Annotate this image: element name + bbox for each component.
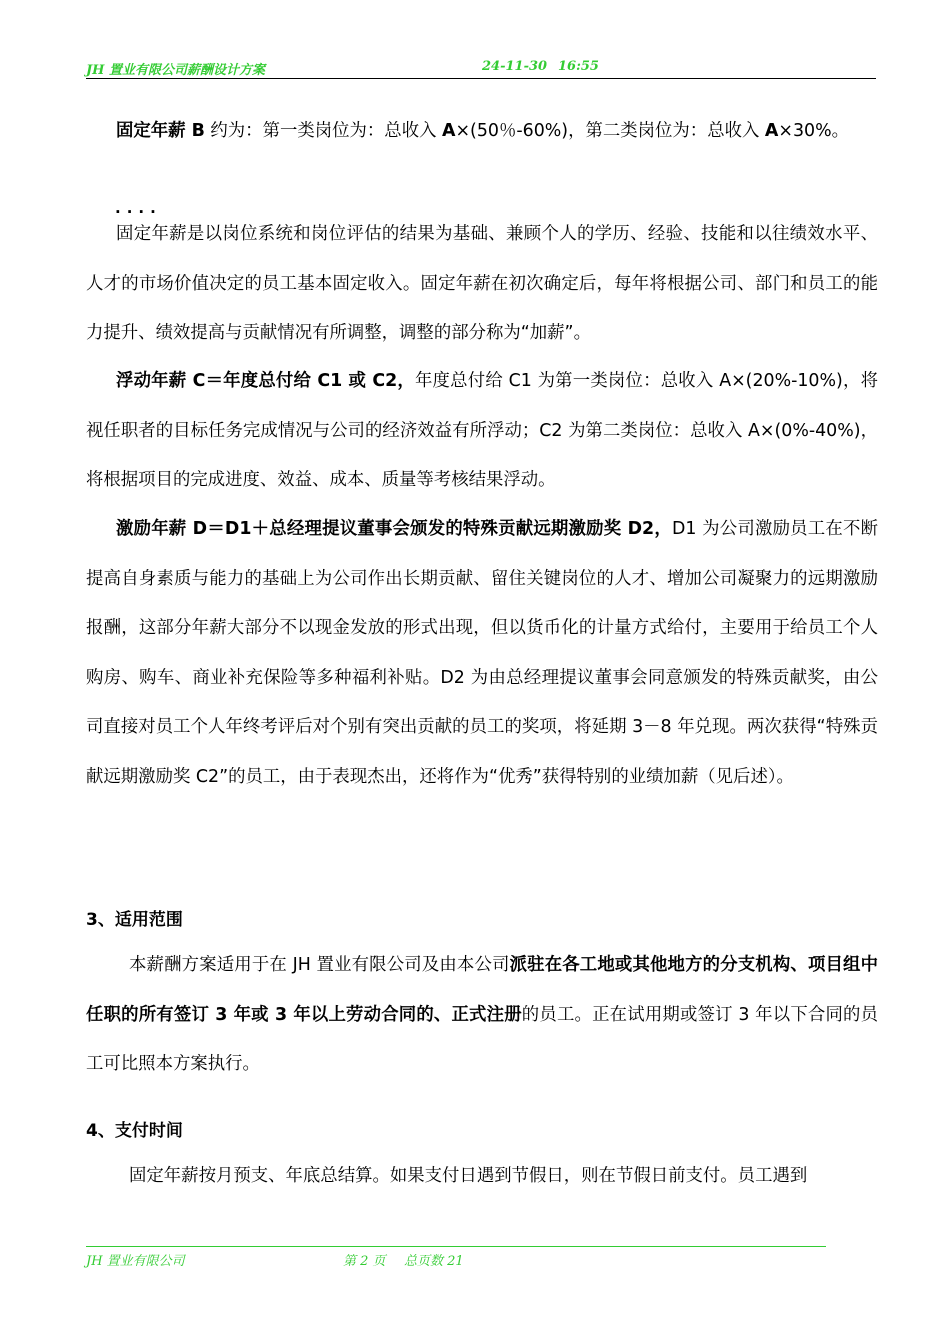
bold-a: A bbox=[764, 121, 779, 141]
paragraph-fixed-salary-rate bbox=[86, 107, 878, 157]
paragraph-scope bbox=[86, 941, 878, 1090]
header-title: JH 置业有限公司薪酬设计方案 bbox=[86, 63, 265, 78]
footer-page-number: 第 2 页 bbox=[343, 1254, 386, 1269]
section-heading-scope: 3、适用范围 bbox=[86, 910, 183, 930]
header-time: 16:55 bbox=[558, 59, 599, 74]
text-segment: 本薪酬方案适用于在 JH 置业有限公司及由本公司 bbox=[129, 955, 510, 975]
section-heading-payment-time: 4、支付时间 bbox=[86, 1121, 183, 1141]
footer-total-pages: 总页数 21 bbox=[404, 1254, 464, 1269]
footer-divider bbox=[86, 1246, 826, 1247]
paragraph-floating-salary bbox=[86, 357, 878, 506]
bold-floating-salary-c: 浮动年薪 C＝年度总付给 C1 或 C2， bbox=[116, 371, 415, 391]
text-segment: 约为：第一类岗位为：总收入 bbox=[204, 121, 443, 141]
text-segment: D1 为公司激励员工在不断提高自身素质与能力的基础上为公司作出长期贡献、留住关键岗位的人才、增加公司凝聚力的远期激励报酬，这部分年薪大部分不以现金发放的形式出现，但以货币化的计量方式给付，主要用于给员工个人购房、购车、商业补充保险等多种福利补贴。D2 为由总经理提议董事会同意颁发的特殊贡献奖，由公司直接对员工个人年终考评后对个别有突出贡献的员工的奖项，将延期 3－8 年兑现。两次获得“特殊贡献远期激励奖 C2”的员工，由于表现杰出，还将作为“优秀”获得特别的业绩加薪（见后述）。 bbox=[86, 519, 878, 787]
text-segment: ×(50％-60%)，第二类岗位为：总收入 bbox=[455, 121, 765, 141]
header-date: 24-11-30 bbox=[482, 59, 548, 74]
page-header bbox=[86, 58, 876, 79]
paragraph-incentive-salary bbox=[86, 505, 878, 802]
paragraph-fixed-salary-definition: 固定年薪是以岗位系统和岗位评估的结果为基础、兼顾个人的学历、经验、技能和以往绩效水平、人才的市场价值决定的员工基本固定收入。固定年薪在初次确定后，每年将根据公司、部门和员工的能力提升、绩效提高与贡献情况有所调整，调整的部分称为“加薪”。 bbox=[86, 224, 878, 343]
bold-fixed-salary-b: 固定年薪 B bbox=[116, 121, 205, 141]
text-segment: 年度总付给 C1 为第一类岗位：总收入 A×(20%-10%)，将视任职者的目标任务完成情况与公司的经济效益有所浮动；C2 为第二类岗位：总收入 A×(0%-40%)，将根据项目的完成进度、效益、成本、质量等考核结果浮动。 bbox=[86, 371, 878, 490]
bold-scope-emphasis: 派驻在各工地或其他地方的分支机构、项目组中任职的所有签订 3 年或 3 年以上劳动合同的、正式注册 bbox=[86, 955, 878, 1025]
text-segment: ×30%。 bbox=[778, 121, 849, 141]
emphasis-dots: ···· bbox=[115, 203, 162, 221]
bold-incentive-salary-d: 激励年薪 D＝D1＋总经理提议董事会颁发的特殊贡献远期激励奖 D2， bbox=[116, 519, 672, 539]
footer-company: JH 置业有限公司 bbox=[86, 1254, 185, 1269]
text-segment: 的员工。正在试用期或签订 3 年以下合同的员工可比照本方案执行。 bbox=[86, 1004, 879, 1074]
paragraph-payment-time: 固定年薪按月预支、年底总结算。如果支付日遇到节假日，则在节假日前支付。员工遇到 bbox=[129, 1166, 808, 1186]
bold-a: A bbox=[442, 121, 456, 141]
